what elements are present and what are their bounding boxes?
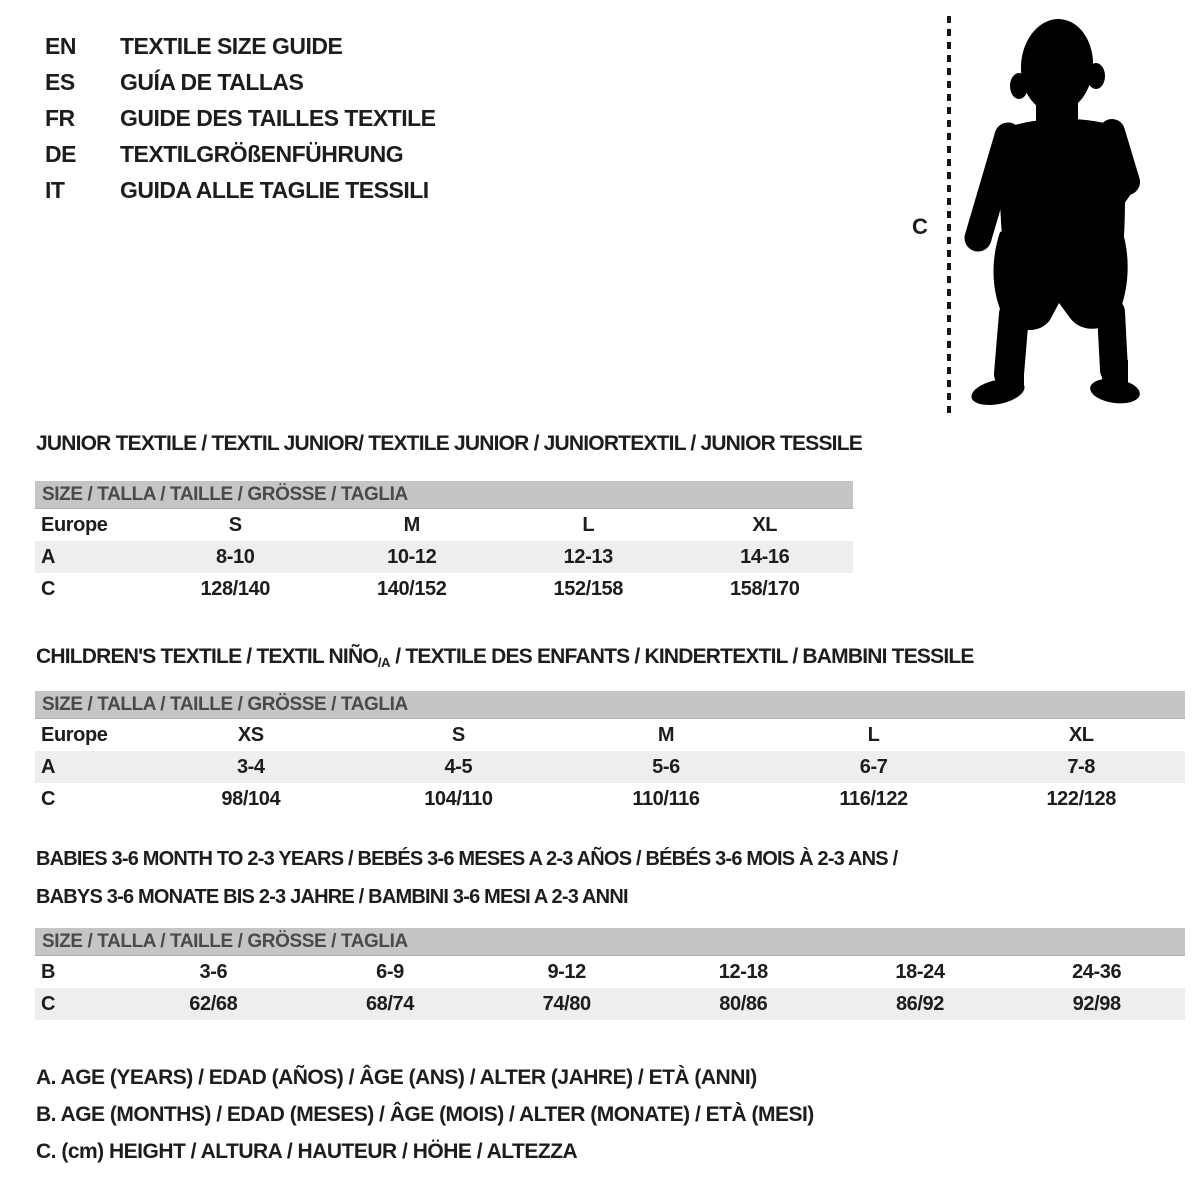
footnote-a: A. AGE (YEARS) / EDAD (AÑOS) / ÂGE (ANS) / ALTER (JAHRE) / ETÀ (ANNI) xyxy=(36,1066,757,1089)
table-cell: 24-36 xyxy=(1072,960,1122,983)
table-cell: 3-6 xyxy=(199,960,228,983)
table-row-height xyxy=(35,573,853,605)
table-cell: 158/170 xyxy=(730,577,800,600)
row-label: A xyxy=(41,755,56,778)
table-cell: 80/86 xyxy=(719,992,768,1015)
row-label: Europe xyxy=(41,723,108,746)
row-label: C xyxy=(41,992,56,1015)
table-cell: 5-6 xyxy=(652,755,680,778)
language-row-fr xyxy=(45,100,436,136)
table-cell: 12-18 xyxy=(718,960,768,983)
language-code: FR xyxy=(45,104,75,131)
table-cell: 98/104 xyxy=(221,787,281,810)
table-cell: 92/98 xyxy=(1072,992,1121,1015)
table-cell: 140/152 xyxy=(377,577,447,600)
table-cell: XL xyxy=(1068,723,1094,746)
table-cell: 18-24 xyxy=(895,960,945,983)
guide-title-it: GUIDA ALLE TAGLIE TESSILI xyxy=(120,176,429,203)
height-measure-dashed-line xyxy=(947,16,951,416)
language-code: EN xyxy=(45,32,76,59)
guide-title-de: TEXTILGRÖßENFÜHRUNG xyxy=(120,140,404,167)
table-cell: 10-12 xyxy=(387,545,437,568)
table-cell: 152/158 xyxy=(553,577,623,600)
guide-title-es: GUÍA DE TALLAS xyxy=(120,68,304,95)
table-cell: 74/80 xyxy=(542,992,591,1015)
table-cell: 110/116 xyxy=(632,787,700,810)
table-header-bar: SIZE / TALLA / TAILLE / GRÖSSE / TAGLIA xyxy=(35,928,1185,956)
language-row-it xyxy=(45,172,436,208)
table-cell: 116/122 xyxy=(839,787,908,810)
language-row-es xyxy=(45,64,436,100)
table-cell: XL xyxy=(752,513,778,536)
babies-section-title-line2: BABYS 3-6 MONATE BIS 2-3 JAHRE / BAMBINI 3-6 MESI A 2-3 ANNI xyxy=(36,886,628,908)
language-title-list xyxy=(45,28,436,208)
table-row-height xyxy=(35,783,1185,815)
table-header-bar: SIZE / TALLA / TAILLE / GRÖSSE / TAGLIA xyxy=(35,481,853,509)
table-cell: 122/128 xyxy=(1046,787,1116,810)
table-cell: 3-4 xyxy=(236,755,265,778)
table-cell: 7-8 xyxy=(1067,755,1096,778)
table-cell: 62/68 xyxy=(189,992,238,1015)
table-cell: 12-13 xyxy=(563,545,613,568)
junior-section-title: JUNIOR TEXTILE / TEXTIL JUNIOR/ TEXTILE JUNIOR / JUNIORTEXTIL / JUNIOR TESSILE xyxy=(36,432,862,455)
language-code: ES xyxy=(45,68,75,95)
toddler-silhouette-icon xyxy=(962,14,1142,414)
table-cell: S xyxy=(228,513,242,536)
table-row-height xyxy=(35,988,1185,1020)
table-cell: 104/110 xyxy=(424,787,493,810)
table-cell: M xyxy=(657,723,675,746)
footnote-c: C. (cm) HEIGHT / ALTURA / HAUTEUR / HÖHE / ALTEZZA xyxy=(36,1140,578,1163)
language-row-en xyxy=(45,28,436,64)
row-label: B xyxy=(41,960,56,983)
table-row-age-months xyxy=(35,956,1185,988)
children-title-text: CHILDREN'S TEXTILE / TEXTIL NIÑO xyxy=(36,645,378,668)
row-label: C xyxy=(41,577,56,600)
table-cell: 9-12 xyxy=(547,960,586,983)
babies-section-title-line1: BABIES 3-6 MONTH TO 2-3 YEARS / BEBÉS 3-6 MESES A 2-3 AÑOS / BÉBÉS 3-6 MOIS À 2-3 ANS / xyxy=(36,848,898,870)
table-cell: 8-10 xyxy=(216,545,255,568)
guide-title-en: TEXTILE SIZE GUIDE xyxy=(120,32,343,59)
language-code: IT xyxy=(45,176,65,203)
table-row-europe xyxy=(35,509,853,541)
table-cell: L xyxy=(867,723,880,746)
children-size-table xyxy=(35,691,1185,815)
row-label: Europe xyxy=(41,513,108,536)
table-cell: 68/74 xyxy=(365,992,415,1015)
junior-size-table xyxy=(35,481,853,605)
table-row-europe xyxy=(35,719,1185,751)
children-section-title xyxy=(36,645,974,670)
table-cell: 6-7 xyxy=(859,755,888,778)
language-code: DE xyxy=(45,140,76,167)
table-cell: 14-16 xyxy=(740,545,790,568)
table-cell: 6-9 xyxy=(376,960,404,983)
babies-size-table xyxy=(35,928,1185,1020)
children-title-text: / TEXTILE DES ENFANTS / KINDERTEXTIL / BAMBINI TESSILE xyxy=(390,645,974,668)
table-cell: S xyxy=(451,723,465,746)
table-row-age-years xyxy=(35,751,1185,783)
table-header-bar: SIZE / TALLA / TAILLE / GRÖSSE / TAGLIA xyxy=(35,691,1185,719)
table-cell: 4-5 xyxy=(444,755,473,778)
row-label: A xyxy=(41,545,56,568)
children-title-subscript: /A xyxy=(377,655,391,670)
height-label-c: C xyxy=(912,214,928,239)
guide-title-fr: GUIDE DES TAILLES TEXTILE xyxy=(120,104,436,131)
table-cell: M xyxy=(403,513,420,536)
footnote-b: B. AGE (MONTHS) / EDAD (MESES) / ÂGE (MOIS) / ALTER (MONATE) / ETÀ (MESI) xyxy=(36,1103,814,1126)
row-label: C xyxy=(41,787,56,810)
language-row-de xyxy=(45,136,436,172)
table-cell: 128/140 xyxy=(200,577,270,600)
table-cell: L xyxy=(582,513,595,536)
table-cell: 86/92 xyxy=(895,992,945,1015)
table-cell: XS xyxy=(237,723,264,746)
table-row-age-years xyxy=(35,541,853,573)
